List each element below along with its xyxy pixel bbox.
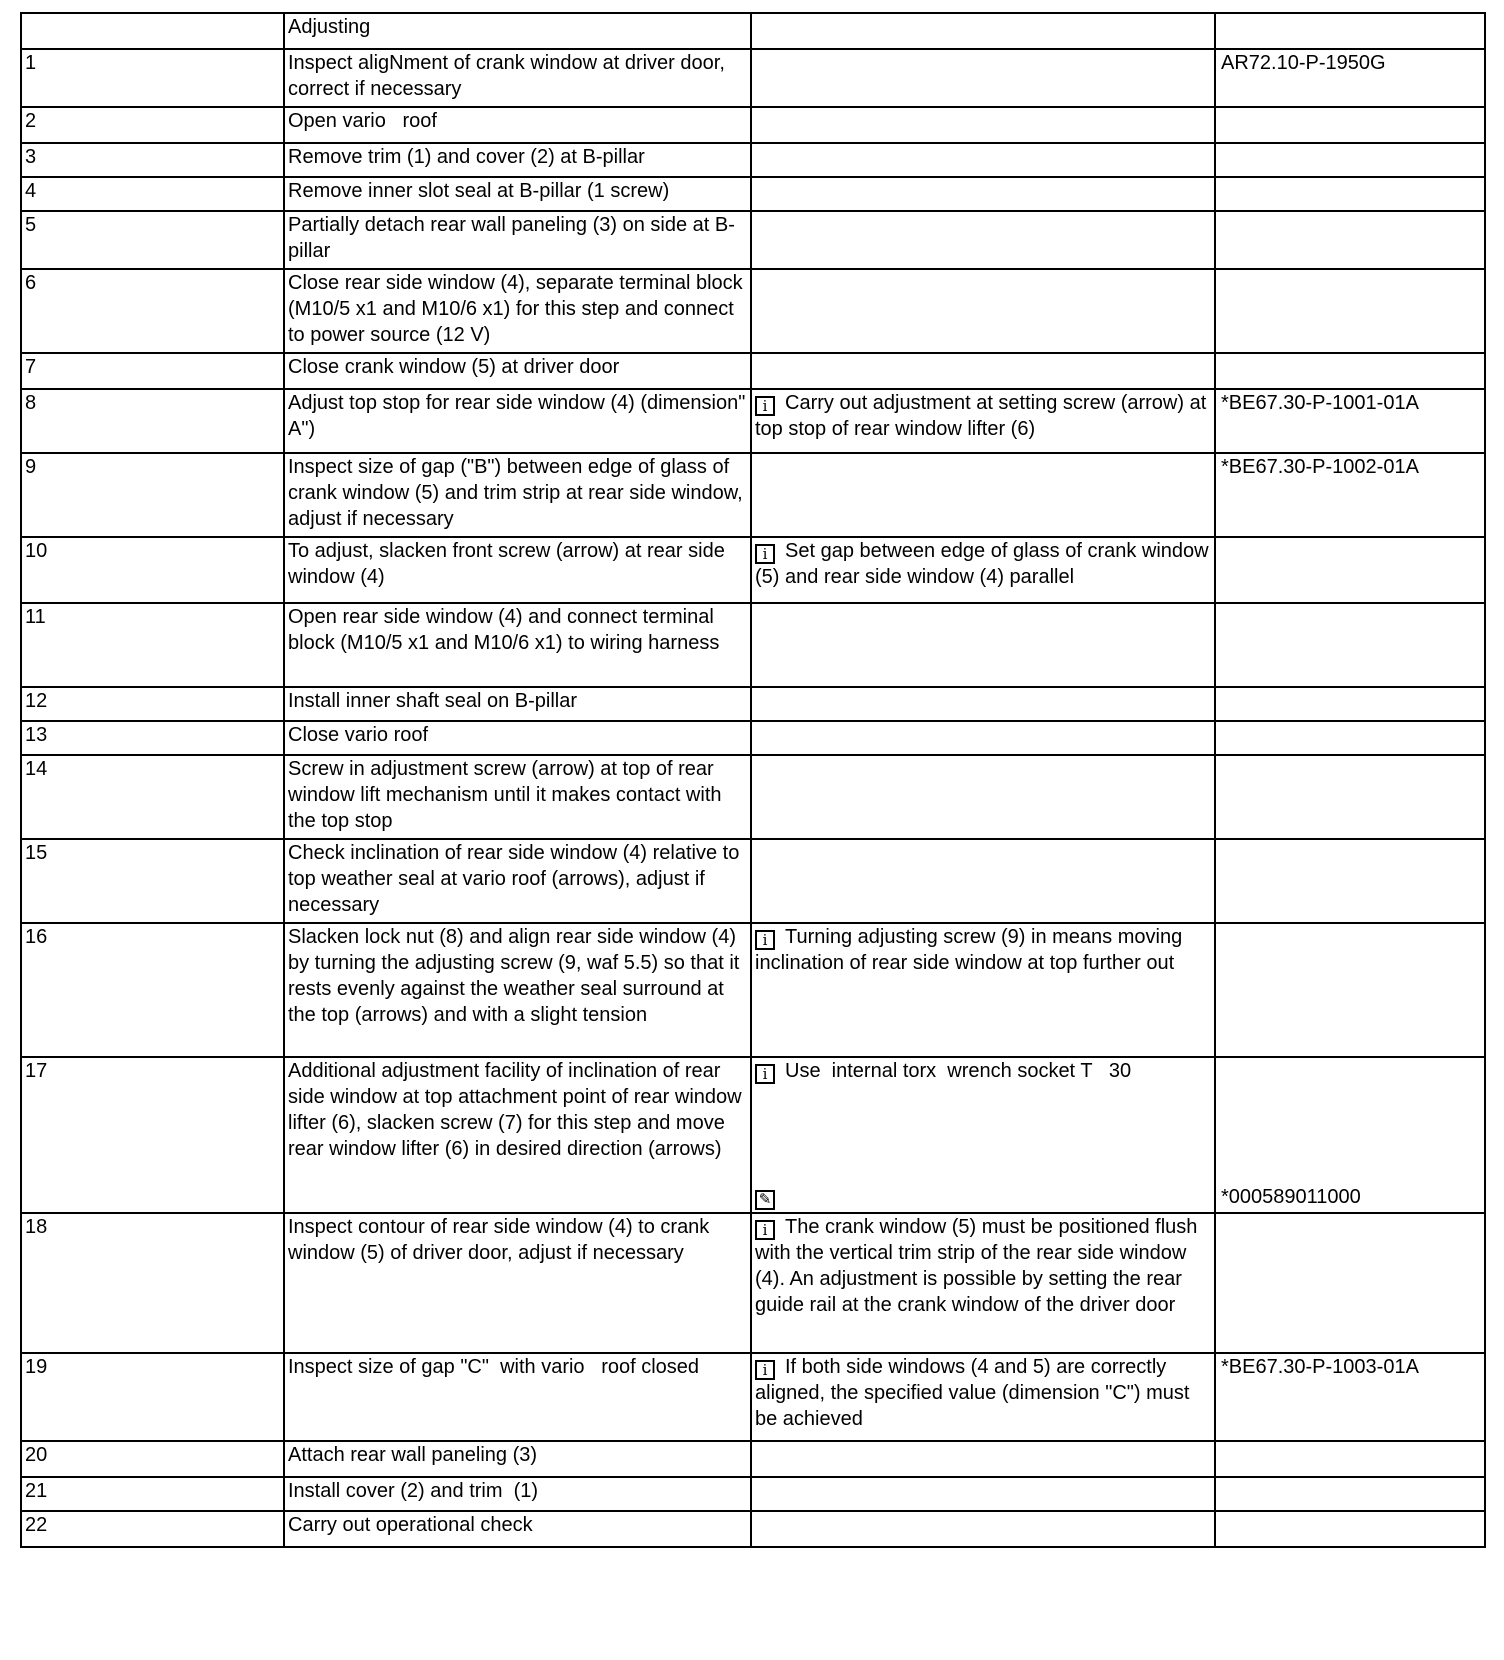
reference-link[interactable]: *BE67.30-P-1001-01A <box>1215 389 1485 453</box>
reference-link[interactable] <box>1215 1057 1485 1213</box>
note-cell <box>751 389 1215 453</box>
step-number: 17 <box>21 1057 284 1213</box>
note-cell <box>751 603 1215 687</box>
ref-cell <box>1215 1511 1485 1547</box>
step-text: Open vario roof <box>284 107 751 143</box>
table-row <box>21 1353 1485 1441</box>
ref-cell <box>1215 107 1485 143</box>
info-icon: i <box>755 930 775 950</box>
table-row <box>21 839 1485 923</box>
note-cell <box>751 923 1215 1057</box>
table-row <box>21 453 1485 537</box>
step-number: 8 <box>21 389 284 453</box>
table-row <box>21 923 1485 1057</box>
step-number: 22 <box>21 1511 284 1547</box>
step-text: Close vario roof <box>284 721 751 755</box>
note-cell <box>751 13 1215 49</box>
step-number: 2 <box>21 107 284 143</box>
note-cell <box>751 537 1215 603</box>
table-row <box>21 687 1485 721</box>
table-row <box>21 537 1485 603</box>
note-cell <box>751 1477 1215 1511</box>
reference-link[interactable]: AR72.10-P-1950G <box>1215 49 1485 107</box>
ref-cell <box>1215 721 1485 755</box>
ref-cell <box>1215 269 1485 353</box>
step-text: Close crank window (5) at driver door <box>284 353 751 389</box>
note-cell <box>751 49 1215 107</box>
tool-number[interactable]: *000589011000 <box>1221 1186 1361 1208</box>
note-cell <box>751 1353 1215 1441</box>
step-text: Inspect size of gap ("B") between edge of glass of crank window (5) and trim strip at rear side window, adjust if necessary <box>284 453 751 537</box>
table-row <box>21 177 1485 211</box>
table-row <box>21 1213 1485 1353</box>
ref-cell <box>1215 211 1485 269</box>
step-number: 13 <box>21 721 284 755</box>
ref-cell <box>1215 537 1485 603</box>
note-text: Turning adjusting screw (9) in means moving inclination of rear side window at top further out <box>755 926 1183 974</box>
ref-cell <box>1215 1477 1485 1511</box>
step-number: 19 <box>21 1353 284 1441</box>
info-icon: i <box>755 544 775 564</box>
note-cell <box>751 1511 1215 1547</box>
step-number: 9 <box>21 453 284 537</box>
step-number: 18 <box>21 1213 284 1353</box>
table-row <box>21 1057 1485 1213</box>
table-row <box>21 143 1485 177</box>
note-text: Set gap between edge of glass of crank window (5) and rear side window (4) parallel <box>755 540 1209 588</box>
table-row <box>21 1477 1485 1511</box>
table-row <box>21 755 1485 839</box>
table-row <box>21 353 1485 389</box>
procedure-table <box>20 12 1486 1548</box>
ref-cell <box>1215 839 1485 923</box>
step-text: Inspect contour of rear side window (4) to crank window (5) of driver door, adjust if necessary <box>284 1213 751 1353</box>
step-text: Check inclination of rear side window (4) relative to top weather seal at vario roof (arrows), adjust if necessary <box>284 839 751 923</box>
reference-link[interactable]: *BE67.30-P-1003-01A <box>1215 1353 1485 1441</box>
step-cell <box>21 13 284 49</box>
step-number: 15 <box>21 839 284 923</box>
note-text: If both side windows (4 and 5) are correctly aligned, the specified value (dimension "C") must be achieved <box>755 1356 1190 1430</box>
note-cell <box>751 839 1215 923</box>
note-cell <box>751 453 1215 537</box>
note-text: Carry out adjustment at setting screw (arrow) at top stop of rear window lifter (6) <box>755 392 1207 440</box>
table-row <box>21 49 1485 107</box>
step-number: 12 <box>21 687 284 721</box>
table-row <box>21 107 1485 143</box>
ref-cell <box>1215 603 1485 687</box>
table-row <box>21 1441 1485 1477</box>
ref-cell <box>1215 143 1485 177</box>
info-icon: i <box>755 1360 775 1380</box>
note-cell <box>751 177 1215 211</box>
step-text: Install inner shaft seal on B-pillar <box>284 687 751 721</box>
ref-cell <box>1215 923 1485 1057</box>
step-text: Attach rear wall paneling (3) <box>284 1441 751 1477</box>
step-number: 3 <box>21 143 284 177</box>
step-number: 14 <box>21 755 284 839</box>
table-row <box>21 603 1485 687</box>
section-title: Adjusting <box>284 13 751 49</box>
step-number: 20 <box>21 1441 284 1477</box>
step-text: Remove trim (1) and cover (2) at B-pillar <box>284 143 751 177</box>
step-text: Adjust top stop for rear side window (4) (dimension" A") <box>284 389 751 453</box>
step-number: 4 <box>21 177 284 211</box>
step-number: 1 <box>21 49 284 107</box>
step-text: Open rear side window (4) and connect terminal block (M10/5 x1 and M10/6 x1) to wiring harness <box>284 603 751 687</box>
special-tool-icon: ✎ <box>755 1190 775 1210</box>
ref-cell <box>1215 177 1485 211</box>
step-text: Install cover (2) and trim (1) <box>284 1477 751 1511</box>
step-number: 16 <box>21 923 284 1057</box>
step-number: 5 <box>21 211 284 269</box>
table-row <box>21 389 1485 453</box>
step-text: Screw in adjustment screw (arrow) at top of rear window lift mechanism until it makes contact with the top stop <box>284 755 751 839</box>
ref-cell <box>1215 755 1485 839</box>
header-row <box>21 13 1485 49</box>
note-cell <box>751 107 1215 143</box>
info-icon: i <box>755 1220 775 1240</box>
ref-cell <box>1215 13 1485 49</box>
step-text: Inspect size of gap "C" with vario roof closed <box>284 1353 751 1441</box>
note-cell <box>751 755 1215 839</box>
note-cell <box>751 143 1215 177</box>
step-number: 21 <box>21 1477 284 1511</box>
step-text: Additional adjustment facility of inclination of rear side window at top attachment point of rear window lifter (6), slacken screw (7) for this step and move rear window lifter (6) in desired direction (arrows) <box>284 1057 751 1213</box>
info-icon: i <box>755 1064 775 1084</box>
step-number: 11 <box>21 603 284 687</box>
note-cell <box>751 721 1215 755</box>
note-cell <box>751 1213 1215 1353</box>
table-row <box>21 269 1485 353</box>
step-text: Remove inner slot seal at B-pillar (1 screw) <box>284 177 751 211</box>
ref-cell <box>1215 687 1485 721</box>
note-cell <box>751 1057 1215 1213</box>
ref-cell <box>1215 1441 1485 1477</box>
step-text: Inspect aligNment of crank window at driver door, correct if necessary <box>284 49 751 107</box>
ref-cell <box>1215 353 1485 389</box>
note-cell <box>751 269 1215 353</box>
reference-link[interactable]: *BE67.30-P-1002-01A <box>1215 453 1485 537</box>
step-text: Partially detach rear wall paneling (3) on side at B-pillar <box>284 211 751 269</box>
step-number: 7 <box>21 353 284 389</box>
note-cell <box>751 687 1215 721</box>
step-number: 10 <box>21 537 284 603</box>
note-cell <box>751 211 1215 269</box>
step-text: Carry out operational check <box>284 1511 751 1547</box>
step-text: Close rear side window (4), separate terminal block (M10/5 x1 and M10/6 x1) for this step and connect to power source (12 V) <box>284 269 751 353</box>
note-text: Use internal torx wrench socket T 30 <box>785 1060 1132 1082</box>
table-row <box>21 721 1485 755</box>
step-text: To adjust, slacken front screw (arrow) at rear side window (4) <box>284 537 751 603</box>
note-text: The crank window (5) must be positioned flush with the vertical trim strip of the rear side window (4). An adjustment is possible by setting the rear guide rail at the crank window of the driver door <box>755 1216 1198 1316</box>
note-cell <box>751 353 1215 389</box>
step-text: Slacken lock nut (8) and align rear side window (4) by turning the adjusting screw (9, waf 5.5) so that it rests evenly against the weather seal surround at the top (arrows) and with a slight tension <box>284 923 751 1057</box>
info-icon: i <box>755 396 775 416</box>
note-cell <box>751 1441 1215 1477</box>
table-row <box>21 211 1485 269</box>
ref-cell <box>1215 1213 1485 1353</box>
table-row <box>21 1511 1485 1547</box>
step-number: 6 <box>21 269 284 353</box>
